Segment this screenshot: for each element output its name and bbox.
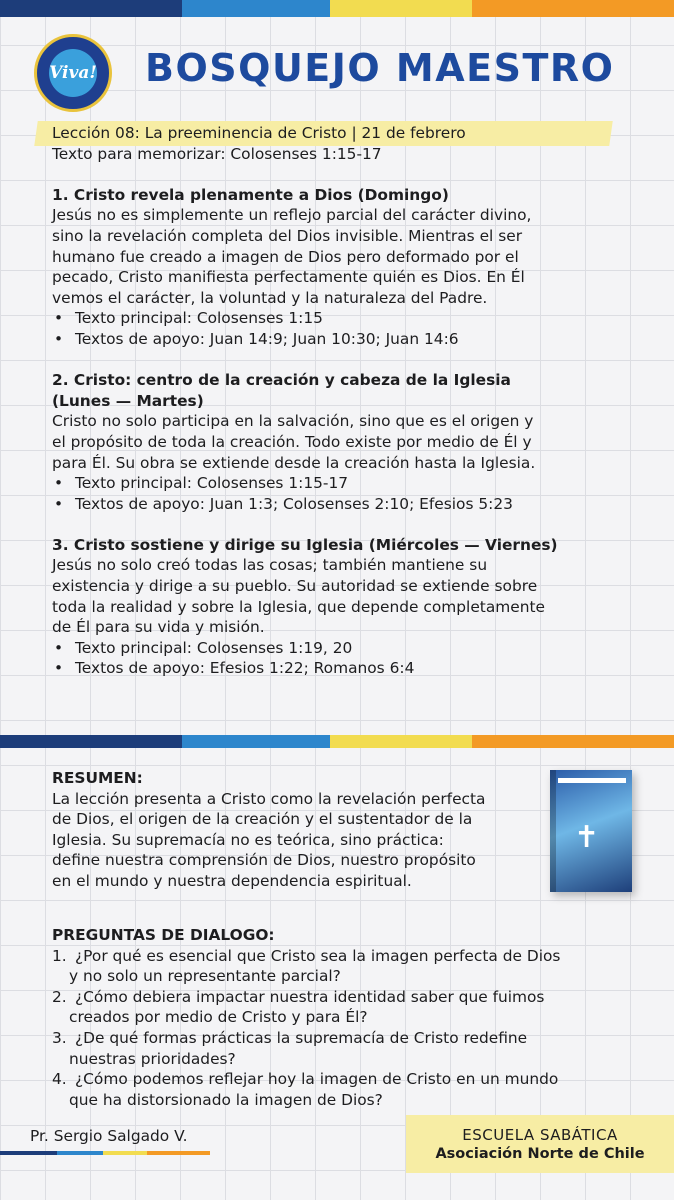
top-color-stripe [0, 0, 674, 17]
resumen-line: define nuestra comprensión de Dios, nuestro propósito [52, 851, 476, 870]
author-name: Pr. Sergio Salgado V. [30, 1127, 188, 1145]
resumen-line: de Dios, el origen de la creación y el sustentador de la [52, 810, 473, 829]
stripe-orange [472, 0, 674, 17]
section-body-line: existencia y dirige a su pueblo. Su autoridad se extiende sobre [52, 577, 538, 596]
resumen-line: Iglesia. Su supremacía no es teórica, sino práctica: [52, 830, 444, 849]
stripe-yellow [330, 735, 472, 748]
section-title: 3. Cristo sostiene y dirige su Iglesia (Miércoles — Viernes) [52, 535, 558, 554]
organization-box [406, 1115, 674, 1173]
author-color-line [0, 1151, 210, 1155]
org-title: ESCUELA SABÁTICA [462, 1126, 618, 1144]
lesson-section [52, 185, 622, 350]
resumen-line: en el mundo y nuestra dependencia espiritual. [52, 871, 412, 890]
preguntas-block [52, 925, 632, 1110]
section-title: 1. Cristo revela plenamente a Dios (Domingo) [52, 185, 449, 204]
question-line: nuestras prioridades? [69, 1049, 236, 1068]
stripe-navy [0, 735, 182, 748]
section-body-line: vemos el carácter, la voluntad y la naturaleza del Padre. [52, 288, 488, 307]
section-body-line: Cristo no solo participa en la salvación, sino que es el origen y [52, 412, 534, 431]
section-body-line: el propósito de toda la creación. Todo existe por medio de Él y [52, 432, 532, 451]
section-body-line: para Él. Su obra se extiende desde la creación hasta la Iglesia. [52, 453, 536, 472]
question-line: que ha distorsionado la imagen de Dios? [69, 1090, 383, 1109]
section-title: 2. Cristo: centro de la creación y cabeza de la Iglesia [52, 371, 511, 390]
question-number: 4. [52, 1070, 67, 1089]
logo-center [49, 49, 97, 97]
lesson-book-cover-icon [550, 770, 632, 892]
book-header-bar [558, 778, 626, 783]
section-bullets [52, 638, 622, 679]
preguntas-heading: PREGUNTAS DE DIALOGO: [52, 926, 275, 944]
cross-figure-icon: ✝ [574, 820, 600, 855]
section-bullets [52, 473, 622, 514]
book-spine [550, 770, 556, 892]
question-line: y no solo un representante parcial? [69, 967, 341, 986]
questions-list [52, 946, 632, 1111]
lesson-heading: Lección 08: La preeminencia de Cristo | 21 de febrero [52, 124, 466, 142]
section-body-line: pecado, Cristo manifiesta perfectamente quién es Dios. En Él [52, 268, 525, 287]
question-number: 3. [52, 1028, 67, 1047]
resumen-line: La lección presenta a Cristo como la revelación perfecta [52, 789, 486, 808]
bullet-item: • Textos de apoyo: Juan 1:3; Colosenses 2:10; Efesios 5:23 [52, 494, 622, 515]
resumen-block [52, 768, 542, 892]
section-title: (Lunes — Martes) [52, 391, 204, 410]
middle-color-stripe [0, 735, 674, 748]
question-line: ¿Por qué es esencial que Cristo sea la imagen perfecta de Dios [75, 946, 561, 965]
page-title: BOSQUEJO MAESTRO [145, 46, 615, 90]
bullet-item: • Textos de apoyo: Efesios 1:22; Romanos 6:4 [52, 658, 622, 679]
question-item [52, 1028, 632, 1069]
section-body-line: humano fue creado a imagen de Dios pero deformado por el [52, 247, 519, 266]
author-line-blue [57, 1151, 103, 1155]
escuela-sabatica-logo [34, 34, 112, 112]
question-number: 2. [52, 987, 67, 1006]
lesson-section [52, 370, 622, 514]
section-body-line: toda la realidad y sobre la Iglesia, que depende completamente [52, 597, 545, 616]
question-item [52, 1069, 632, 1110]
bullet-item: • Texto principal: Colosenses 1:19, 20 [52, 638, 622, 659]
author-block [0, 1127, 220, 1155]
lesson-section [52, 535, 622, 679]
section-body-line: Jesús no es simplemente un reflejo parcial del carácter divino, [52, 206, 532, 225]
question-item [52, 946, 632, 987]
question-line: ¿Cómo debiera impactar nuestra identidad saber que fuimos [75, 987, 545, 1006]
question-number: 1. [52, 946, 67, 965]
bullet-item: • Texto principal: Colosenses 1:15 [52, 308, 622, 329]
question-line: ¿Cómo podemos reflejar hoy la imagen de Cristo en un mundo [75, 1070, 559, 1089]
section-body-line: de Él para su vida y misión. [52, 618, 265, 637]
question-line: ¿De qué formas prácticas la supremacía de Cristo redefine [75, 1028, 528, 1047]
author-line-navy [0, 1151, 57, 1155]
section-bullets [52, 308, 622, 349]
bullet-item: • Texto principal: Colosenses 1:15-17 [52, 473, 622, 494]
stripe-navy [0, 0, 182, 17]
stripe-yellow [330, 0, 472, 17]
question-line: creados por medio de Cristo y para Él? [69, 1008, 368, 1027]
resumen-heading: RESUMEN: [52, 769, 143, 787]
section-body-line: sino la revelación completa del Dios invisible. Mientras el ser [52, 226, 523, 245]
lesson-content [52, 123, 622, 679]
author-line-orange [147, 1151, 210, 1155]
stripe-orange [472, 735, 674, 748]
sections-container [52, 185, 622, 679]
memory-verse: Texto para memorizar: Colosenses 1:15-17 [52, 144, 382, 163]
question-item [52, 987, 632, 1028]
section-body-line: Jesús no solo creó todas las cosas; también mantiene su [52, 556, 488, 575]
bullet-item: • Textos de apoyo: Juan 14:9; Juan 10:30; Juan 14:6 [52, 329, 622, 350]
org-subtitle: Asociación Norte de Chile [435, 1146, 645, 1162]
stripe-blue [182, 735, 330, 748]
logo-text: Viva! [49, 63, 97, 83]
resumen-text [52, 789, 542, 892]
stripe-blue [182, 0, 330, 17]
author-line-yellow [103, 1151, 147, 1155]
